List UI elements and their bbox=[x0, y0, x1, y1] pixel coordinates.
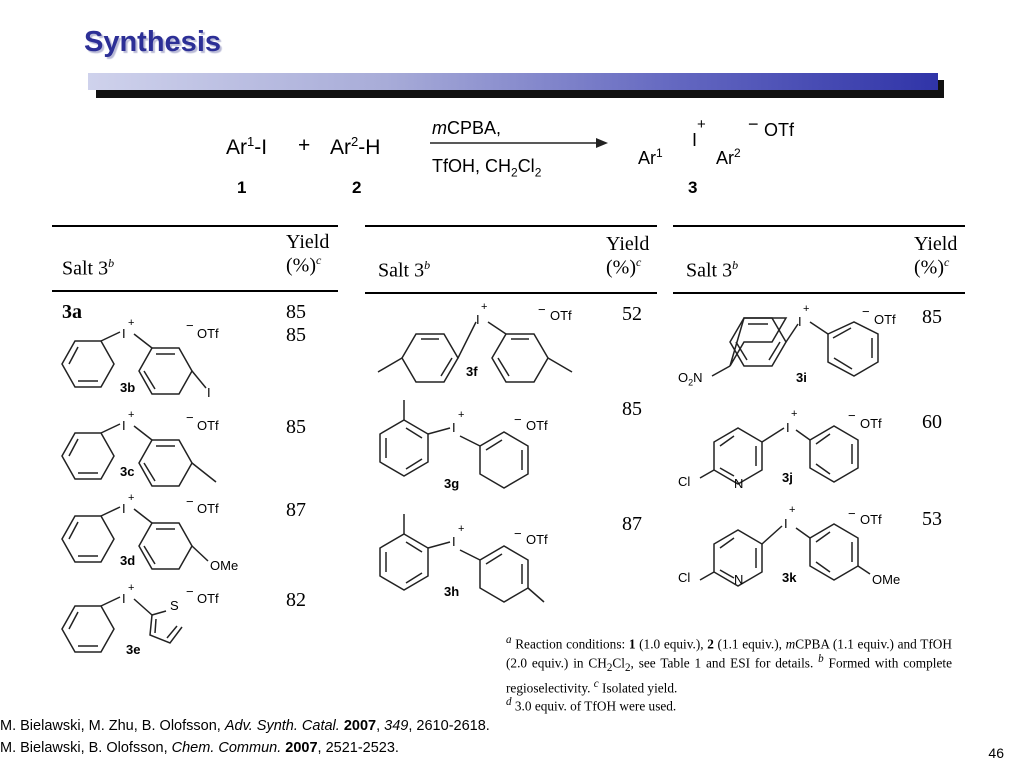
structure-3h-bonds bbox=[376, 512, 576, 608]
reactant-1: Ar$^1$-I bbox=[226, 134, 268, 159]
rule-header-col2 bbox=[365, 292, 657, 294]
label-3f: 3f bbox=[466, 364, 478, 379]
minus-3b: − bbox=[186, 318, 194, 333]
chlorine-3j: Cl bbox=[678, 474, 691, 489]
chlorine-3k: Cl bbox=[678, 570, 691, 585]
product-ar1: Ar$^1$ bbox=[638, 146, 663, 168]
yield-3b: 85 bbox=[286, 324, 306, 346]
plus-3k: + bbox=[789, 504, 796, 516]
minus-3f: − bbox=[538, 302, 546, 317]
product-minus: − bbox=[748, 114, 759, 134]
iodine-3f: I bbox=[476, 312, 480, 327]
minus-3g: − bbox=[514, 412, 522, 427]
nitrogen-3k: N bbox=[734, 572, 744, 587]
otf-3k: OTf bbox=[860, 512, 882, 527]
label-3d: 3d bbox=[120, 553, 136, 568]
otf-3e: OTf bbox=[197, 591, 219, 606]
header-salt: Salt 3$^b$ bbox=[686, 258, 739, 282]
ome-3d: OMe bbox=[210, 558, 239, 573]
structure-3b-bonds bbox=[58, 328, 258, 408]
label-3j: 3j bbox=[782, 470, 793, 485]
minus-3j: − bbox=[848, 408, 856, 423]
otf-3j: OTf bbox=[860, 416, 882, 431]
reagent-bottom: TfOH, $CH_2Cl_2$ bbox=[432, 156, 542, 180]
rule-top-col2 bbox=[365, 225, 657, 227]
header-yield: Yield bbox=[914, 233, 958, 255]
minus-3c: − bbox=[186, 410, 194, 425]
header-yield: Yield bbox=[606, 233, 650, 255]
plus-3f: + bbox=[481, 301, 488, 313]
otf-3f: OTf bbox=[550, 308, 572, 323]
slide-title: Synthesis bbox=[84, 26, 221, 58]
otf-3g: OTf bbox=[526, 418, 548, 433]
otf-3i: OTf bbox=[874, 312, 896, 327]
plus-3d: + bbox=[128, 492, 135, 504]
yield-3c: 85 bbox=[286, 416, 306, 438]
rule-header-col3 bbox=[673, 292, 965, 294]
yield-3i: 85 bbox=[922, 306, 942, 328]
sulfur-3e: S bbox=[170, 598, 179, 613]
table-footnote: $^a$ Reaction conditions: 1 (1.0 equiv.), 2 (1.1 equiv.), mCPBA (1.1 equiv.) and TfOH (2.0 equiv.) in $CH_2Cl_2$, see Table 1 and ESI for details. $^b$ Formed with complete regioselectivity. $^c$ Isolated yield. $^d$ 3.0 equiv. of TfOH were used. bbox=[506, 634, 952, 714]
plus-3b: + bbox=[128, 317, 135, 329]
yield-3k: 53 bbox=[922, 508, 942, 530]
header-yield: Yield bbox=[286, 231, 330, 253]
plus-sign: + bbox=[298, 134, 311, 157]
structure-3e-bonds bbox=[58, 593, 258, 673]
label-3e: 3e bbox=[126, 642, 141, 657]
iodine-3c: I bbox=[122, 418, 126, 433]
title-gradient-bar bbox=[88, 73, 938, 90]
label-3h: 3h bbox=[444, 584, 460, 599]
yield-3h: 87 bbox=[622, 513, 642, 535]
yield-3d: 87 bbox=[286, 499, 306, 521]
product-iodine: I bbox=[692, 130, 698, 150]
reaction-arrow bbox=[430, 135, 610, 151]
label-3: 3 bbox=[688, 178, 698, 197]
iodine-3e: I bbox=[122, 591, 126, 606]
minus-3k: − bbox=[848, 506, 856, 521]
header-yield-unit: (%)$^c$ bbox=[286, 253, 322, 277]
plus-3j: + bbox=[791, 408, 798, 420]
plus-3h: + bbox=[458, 523, 465, 535]
yield-3j: 60 bbox=[922, 411, 942, 433]
nitrogen-3j: N bbox=[734, 476, 744, 491]
iodine-3i: I bbox=[798, 314, 802, 329]
reference-1: M. Bielawski, M. Zhu, B. Olofsson, Adv. Synth. Catal. 2007, 349, 2610-2618. bbox=[0, 718, 490, 734]
product-ar2: Ar$^2$ bbox=[716, 146, 741, 168]
yield-3e: 82 bbox=[286, 589, 306, 611]
yield-3a: 85 bbox=[286, 301, 306, 323]
iodo-substituent-3b: I bbox=[207, 385, 211, 400]
iodine-3h: I bbox=[452, 534, 456, 549]
otf-3c: OTf bbox=[197, 418, 219, 433]
minus-3i: − bbox=[862, 304, 870, 319]
plus-3g: + bbox=[458, 409, 465, 421]
product-plus: + bbox=[697, 116, 706, 133]
rule-top-col3 bbox=[673, 225, 965, 227]
product-anion: OTf bbox=[764, 120, 794, 140]
entry-id-3a: 3a bbox=[62, 301, 82, 323]
label-3i: 3i bbox=[796, 370, 807, 385]
label-3b: 3b bbox=[120, 380, 136, 395]
reactant-2: Ar$^2$-H bbox=[330, 134, 381, 159]
otf-3h: OTf bbox=[526, 532, 548, 547]
page-number: 46 bbox=[988, 745, 1004, 761]
iodine-3g: I bbox=[452, 420, 456, 435]
iodine-3j: I bbox=[786, 420, 790, 435]
header-salt: Salt 3$^b$ bbox=[62, 256, 115, 280]
label-2: 2 bbox=[352, 178, 362, 197]
nitro-3i: $O_2N$ bbox=[678, 370, 703, 388]
label-3c: 3c bbox=[120, 464, 135, 479]
reagent-top: mCPBA, bbox=[432, 118, 502, 138]
plus-3i: + bbox=[803, 303, 810, 315]
label-3k: 3k bbox=[782, 570, 797, 585]
otf-3b: OTf bbox=[197, 326, 219, 341]
label-3g: 3g bbox=[444, 476, 460, 491]
structure-3c-bonds bbox=[58, 420, 258, 500]
plus-3e: + bbox=[128, 582, 135, 594]
iodine-3b: I bbox=[122, 326, 126, 341]
rule-top-col1 bbox=[52, 225, 338, 227]
minus-3e: − bbox=[186, 584, 194, 599]
iodine-3k: I bbox=[784, 516, 788, 531]
yield-3f: 52 bbox=[622, 303, 642, 325]
iodine-3d: I bbox=[122, 501, 126, 516]
header-salt: Salt 3$^b$ bbox=[378, 258, 431, 282]
otf-3d: OTf bbox=[197, 501, 219, 516]
reference-2: M. Bielawski, B. Olofsson, Chem. Commun. 2007, 2521-2523. bbox=[0, 740, 399, 756]
ome-3k: OMe bbox=[872, 572, 901, 587]
structure-3g-bonds bbox=[376, 398, 576, 488]
header-yield-unit: (%)$^c$ bbox=[914, 255, 950, 279]
minus-3h: − bbox=[514, 526, 522, 541]
label-1: 1 bbox=[237, 178, 247, 197]
yield-3g: 85 bbox=[622, 398, 642, 420]
minus-3d: − bbox=[186, 494, 194, 509]
header-yield-unit: (%)$^c$ bbox=[606, 255, 642, 279]
plus-3c: + bbox=[128, 409, 135, 421]
rule-header-col1 bbox=[52, 290, 338, 292]
